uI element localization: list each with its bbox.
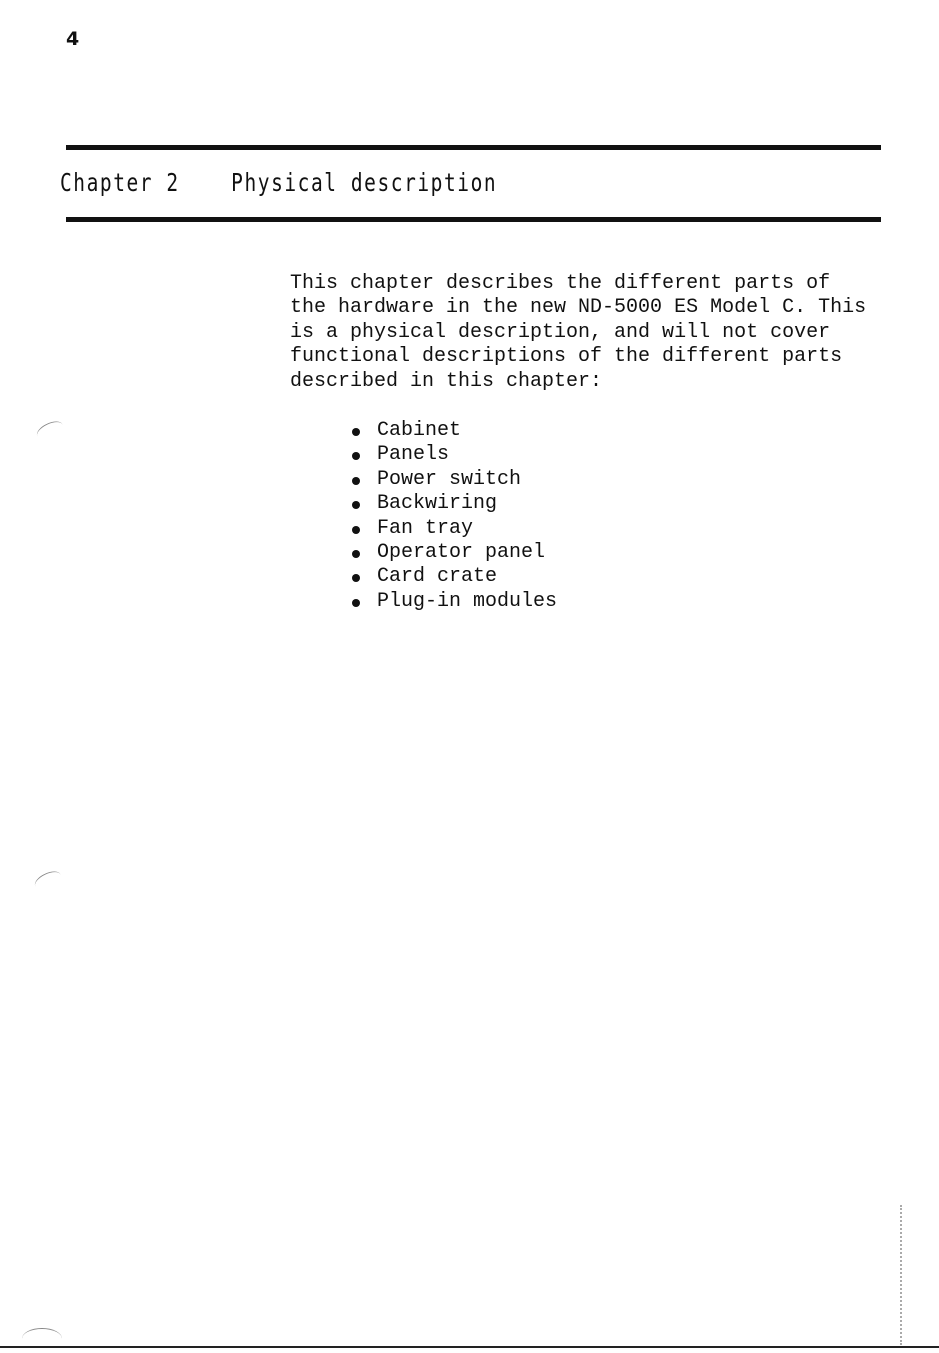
bullet-icon (352, 477, 360, 485)
list-item (352, 517, 557, 541)
list-item-label: Operator panel (377, 541, 546, 565)
parts-list (352, 419, 557, 614)
list-item (352, 443, 557, 467)
list-item-label: Card crate (377, 565, 498, 589)
list-item (352, 590, 557, 614)
list-item (352, 492, 557, 516)
chapter-heading (60, 168, 497, 197)
bullet-icon (352, 599, 360, 607)
bullet-icon (352, 574, 360, 582)
scan-edge-noise (900, 1205, 905, 1345)
scan-mark (34, 418, 66, 443)
list-item (352, 565, 557, 589)
list-item (352, 541, 557, 565)
list-item-label: Fan tray (377, 516, 474, 540)
list-item (352, 468, 557, 492)
chapter-title: Physical description (231, 168, 498, 197)
bullet-icon (352, 501, 360, 509)
chapter-label: Chapter 2 (60, 168, 180, 197)
heading-rule-top (66, 145, 881, 150)
scan-mark (32, 868, 64, 893)
list-item-label: Backwiring (377, 492, 498, 516)
page-bottom-edge (0, 1346, 939, 1348)
list-item-label: Power switch (377, 467, 522, 491)
bullet-icon (352, 550, 360, 558)
heading-rule-bottom (66, 217, 881, 222)
bullet-icon (352, 428, 360, 436)
list-item (352, 419, 557, 443)
list-item-label: Cabinet (377, 419, 462, 442)
list-item-label: Panels (377, 443, 450, 467)
bullet-icon (352, 452, 360, 460)
intro-paragraph: This chapter describes the different parts of the hardware in the new ND-5000 ES Model C. This is a physical description, and will not cover functional descriptions of the different parts described in this chapter: (290, 272, 867, 393)
bullet-icon (352, 526, 360, 534)
list-item-label: Plug-in modules (377, 589, 558, 613)
page-number: 4 (66, 28, 80, 50)
